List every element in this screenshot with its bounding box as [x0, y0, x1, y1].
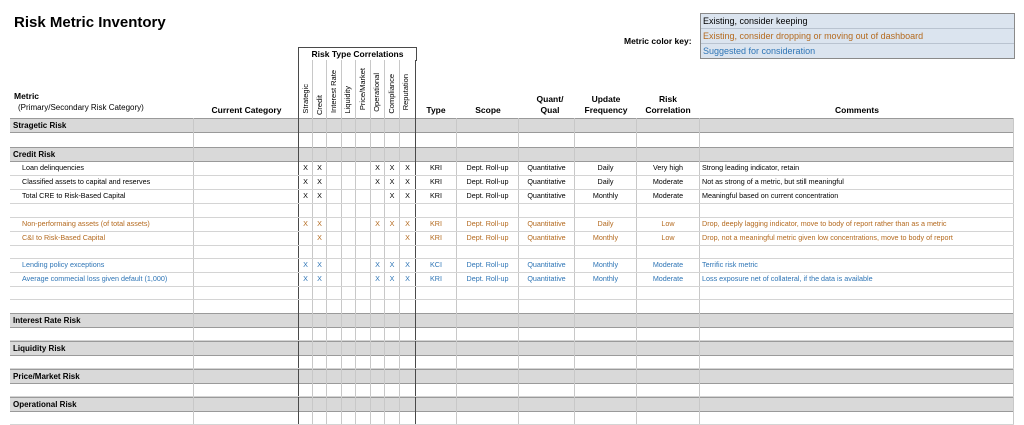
table-row: [0, 161, 1014, 175]
correlation-cell: Moderate: [652, 191, 684, 200]
quant-cell: Quantitative: [527, 163, 566, 172]
current-category-header: Current Category: [211, 105, 282, 115]
mark-strategic: X: [303, 219, 308, 228]
comment-cell: Drop, deeply lagging indicator, move to body of report rather than as a metric: [702, 219, 947, 228]
scope-header: Scope: [475, 105, 501, 115]
scope-cell: Dept. Roll-up: [466, 260, 509, 269]
mark-credit: X: [317, 260, 322, 269]
type-cell: KRI: [430, 233, 442, 242]
type-cell: KCI: [430, 260, 442, 269]
metric-cell: Non-performaing assets (of total assets): [22, 219, 150, 228]
correlation-cell: Low: [661, 233, 675, 242]
table-row: [0, 217, 1014, 231]
risk-header-1: Risk: [659, 94, 677, 104]
scope-cell: Dept. Roll-up: [466, 177, 509, 186]
comments-header: Comments: [835, 105, 879, 115]
comment-cell: Strong leading indicator, retain: [702, 163, 800, 172]
mark-strategic: X: [303, 260, 308, 269]
mark-compliance: X: [389, 260, 395, 269]
mark-credit: X: [317, 191, 322, 200]
correlation-cell: Low: [661, 219, 675, 228]
scope-cell: Dept. Roll-up: [466, 191, 509, 200]
type-cell: KRI: [430, 191, 442, 200]
scope-cell: Dept. Roll-up: [466, 219, 509, 228]
frequency-cell: Monthly: [592, 191, 619, 200]
header-price-market: Price/Market: [358, 68, 367, 111]
metric-cell: Average commecial loss given default (1,000): [22, 274, 168, 283]
mark-compliance: X: [389, 163, 395, 172]
scope-cell: Dept. Roll-up: [466, 163, 509, 172]
frequency-cell: Monthly: [592, 260, 619, 269]
metric-subheader: (Primary/Secondary Risk Category): [18, 103, 144, 112]
mark-reputation: X: [405, 177, 410, 186]
section-liquidity-risk: Liquidity Risk: [13, 344, 66, 353]
risk-type-correlations-header: Risk Type Correlations: [298, 47, 417, 61]
mark-compliance: X: [389, 274, 395, 283]
mark-credit: X: [317, 163, 322, 172]
quant-cell: Quantitative: [527, 219, 566, 228]
key-suggested: Suggested for consideration: [703, 46, 816, 56]
key-drop: Existing, consider dropping or moving out of dashboard: [701, 29, 1014, 44]
comment-cell: Terrific risk metric: [702, 260, 758, 269]
mark-operational: X: [375, 219, 380, 228]
mark-credit: X: [317, 233, 322, 242]
header-strategic: Strategic: [301, 84, 310, 114]
mark-compliance: X: [389, 219, 395, 228]
key-keep: Existing, consider keeping: [701, 14, 1014, 29]
scope-cell: Dept. Roll-up: [466, 274, 509, 283]
metric-cell: Lending policy exceptions: [22, 260, 105, 269]
header-credit: Credit: [315, 95, 324, 116]
section-price-market-risk: Price/Market Risk: [13, 372, 80, 381]
header-reputation: Reputation: [401, 74, 410, 111]
correlation-cell: Moderate: [652, 274, 684, 283]
mark-operational: X: [375, 163, 380, 172]
correlation-cell: Moderate: [652, 177, 684, 186]
mark-compliance: X: [389, 191, 395, 200]
metric-cell: Total CRE to Risk-Based Capital: [22, 191, 126, 200]
correlation-cell: Moderate: [652, 260, 684, 269]
type-cell: KRI: [430, 274, 442, 283]
quant-cell: Quantitative: [527, 177, 566, 186]
quant-cell: Quantitative: [527, 260, 566, 269]
section-credit-risk: Credit Risk: [13, 150, 56, 159]
mark-reputation: X: [405, 260, 410, 269]
quant-header-2: Qual: [540, 105, 560, 115]
type-header: Type: [426, 105, 446, 115]
quant-cell: Quantitative: [527, 233, 566, 242]
frequency-cell: Monthly: [592, 274, 619, 283]
page-title: Risk Metric Inventory: [14, 14, 166, 31]
comment-cell: Meaningful based on current concentration: [702, 191, 839, 200]
mark-strategic: X: [303, 177, 308, 186]
mark-credit: X: [317, 177, 322, 186]
header-liquidity: Liquidity: [343, 86, 352, 114]
frequency-cell: Daily: [597, 219, 614, 228]
update-header-1: Update: [591, 94, 621, 104]
mark-operational: X: [375, 274, 380, 283]
metric-header: Metric: [14, 91, 40, 101]
mark-credit: X: [317, 219, 322, 228]
frequency-cell: Daily: [597, 177, 614, 186]
header-interest-rate: Interest Rate: [329, 70, 338, 113]
quant-header-1: Quant/: [536, 94, 564, 104]
update-header-2: Frequency: [584, 105, 628, 115]
correlation-cell: Very high: [653, 163, 683, 172]
mark-strategic: X: [303, 274, 308, 283]
metric-cell: C&I to Risk-Based Capital: [22, 233, 106, 242]
table-row: [0, 272, 1014, 286]
mark-credit: X: [317, 274, 322, 283]
table-row: [0, 258, 1014, 272]
table-row: [0, 231, 1014, 245]
section-interest-rate-risk: Interest Rate Risk: [13, 316, 81, 325]
mark-operational: X: [375, 260, 380, 269]
metric-cell: Classified assets to capital and reserves: [22, 177, 151, 186]
mark-compliance: X: [389, 177, 395, 186]
header-operational: Operational: [372, 73, 381, 112]
type-cell: KRI: [430, 177, 442, 186]
comment-cell: Drop, not a meaningful metric given low concentrations, move to body of report: [702, 233, 953, 242]
frequency-cell: Daily: [597, 163, 614, 172]
mark-strategic: X: [303, 163, 308, 172]
header-compliance: Compliance: [387, 74, 396, 114]
mark-operational: X: [375, 177, 380, 186]
color-key-label: Metric color key:: [624, 36, 692, 46]
section-operational-risk: Operational Risk: [13, 400, 77, 409]
quant-cell: Quantitative: [527, 274, 566, 283]
quant-cell: Quantitative: [527, 191, 566, 200]
frequency-cell: Monthly: [592, 233, 619, 242]
scope-cell: Dept. Roll-up: [466, 233, 509, 242]
mark-strategic: X: [303, 191, 308, 200]
risk-header-2: Correlation: [645, 105, 691, 115]
table-row: [0, 189, 1014, 203]
mark-reputation: X: [405, 274, 410, 283]
comment-cell: Loss exposure net of collateral, if the data is available: [702, 274, 873, 283]
metric-cell: Loan delinquencies: [22, 163, 84, 172]
mark-reputation: X: [405, 233, 410, 242]
type-cell: KRI: [430, 219, 442, 228]
mark-reputation: X: [405, 191, 410, 200]
table-row: [0, 175, 1014, 189]
mark-reputation: X: [405, 163, 410, 172]
type-cell: KRI: [430, 163, 442, 172]
comment-cell: Not as strong of a metric, but still meaningful: [702, 177, 844, 186]
section-strategic-risk: Stragetic Risk: [13, 121, 67, 130]
mark-reputation: X: [405, 219, 410, 228]
